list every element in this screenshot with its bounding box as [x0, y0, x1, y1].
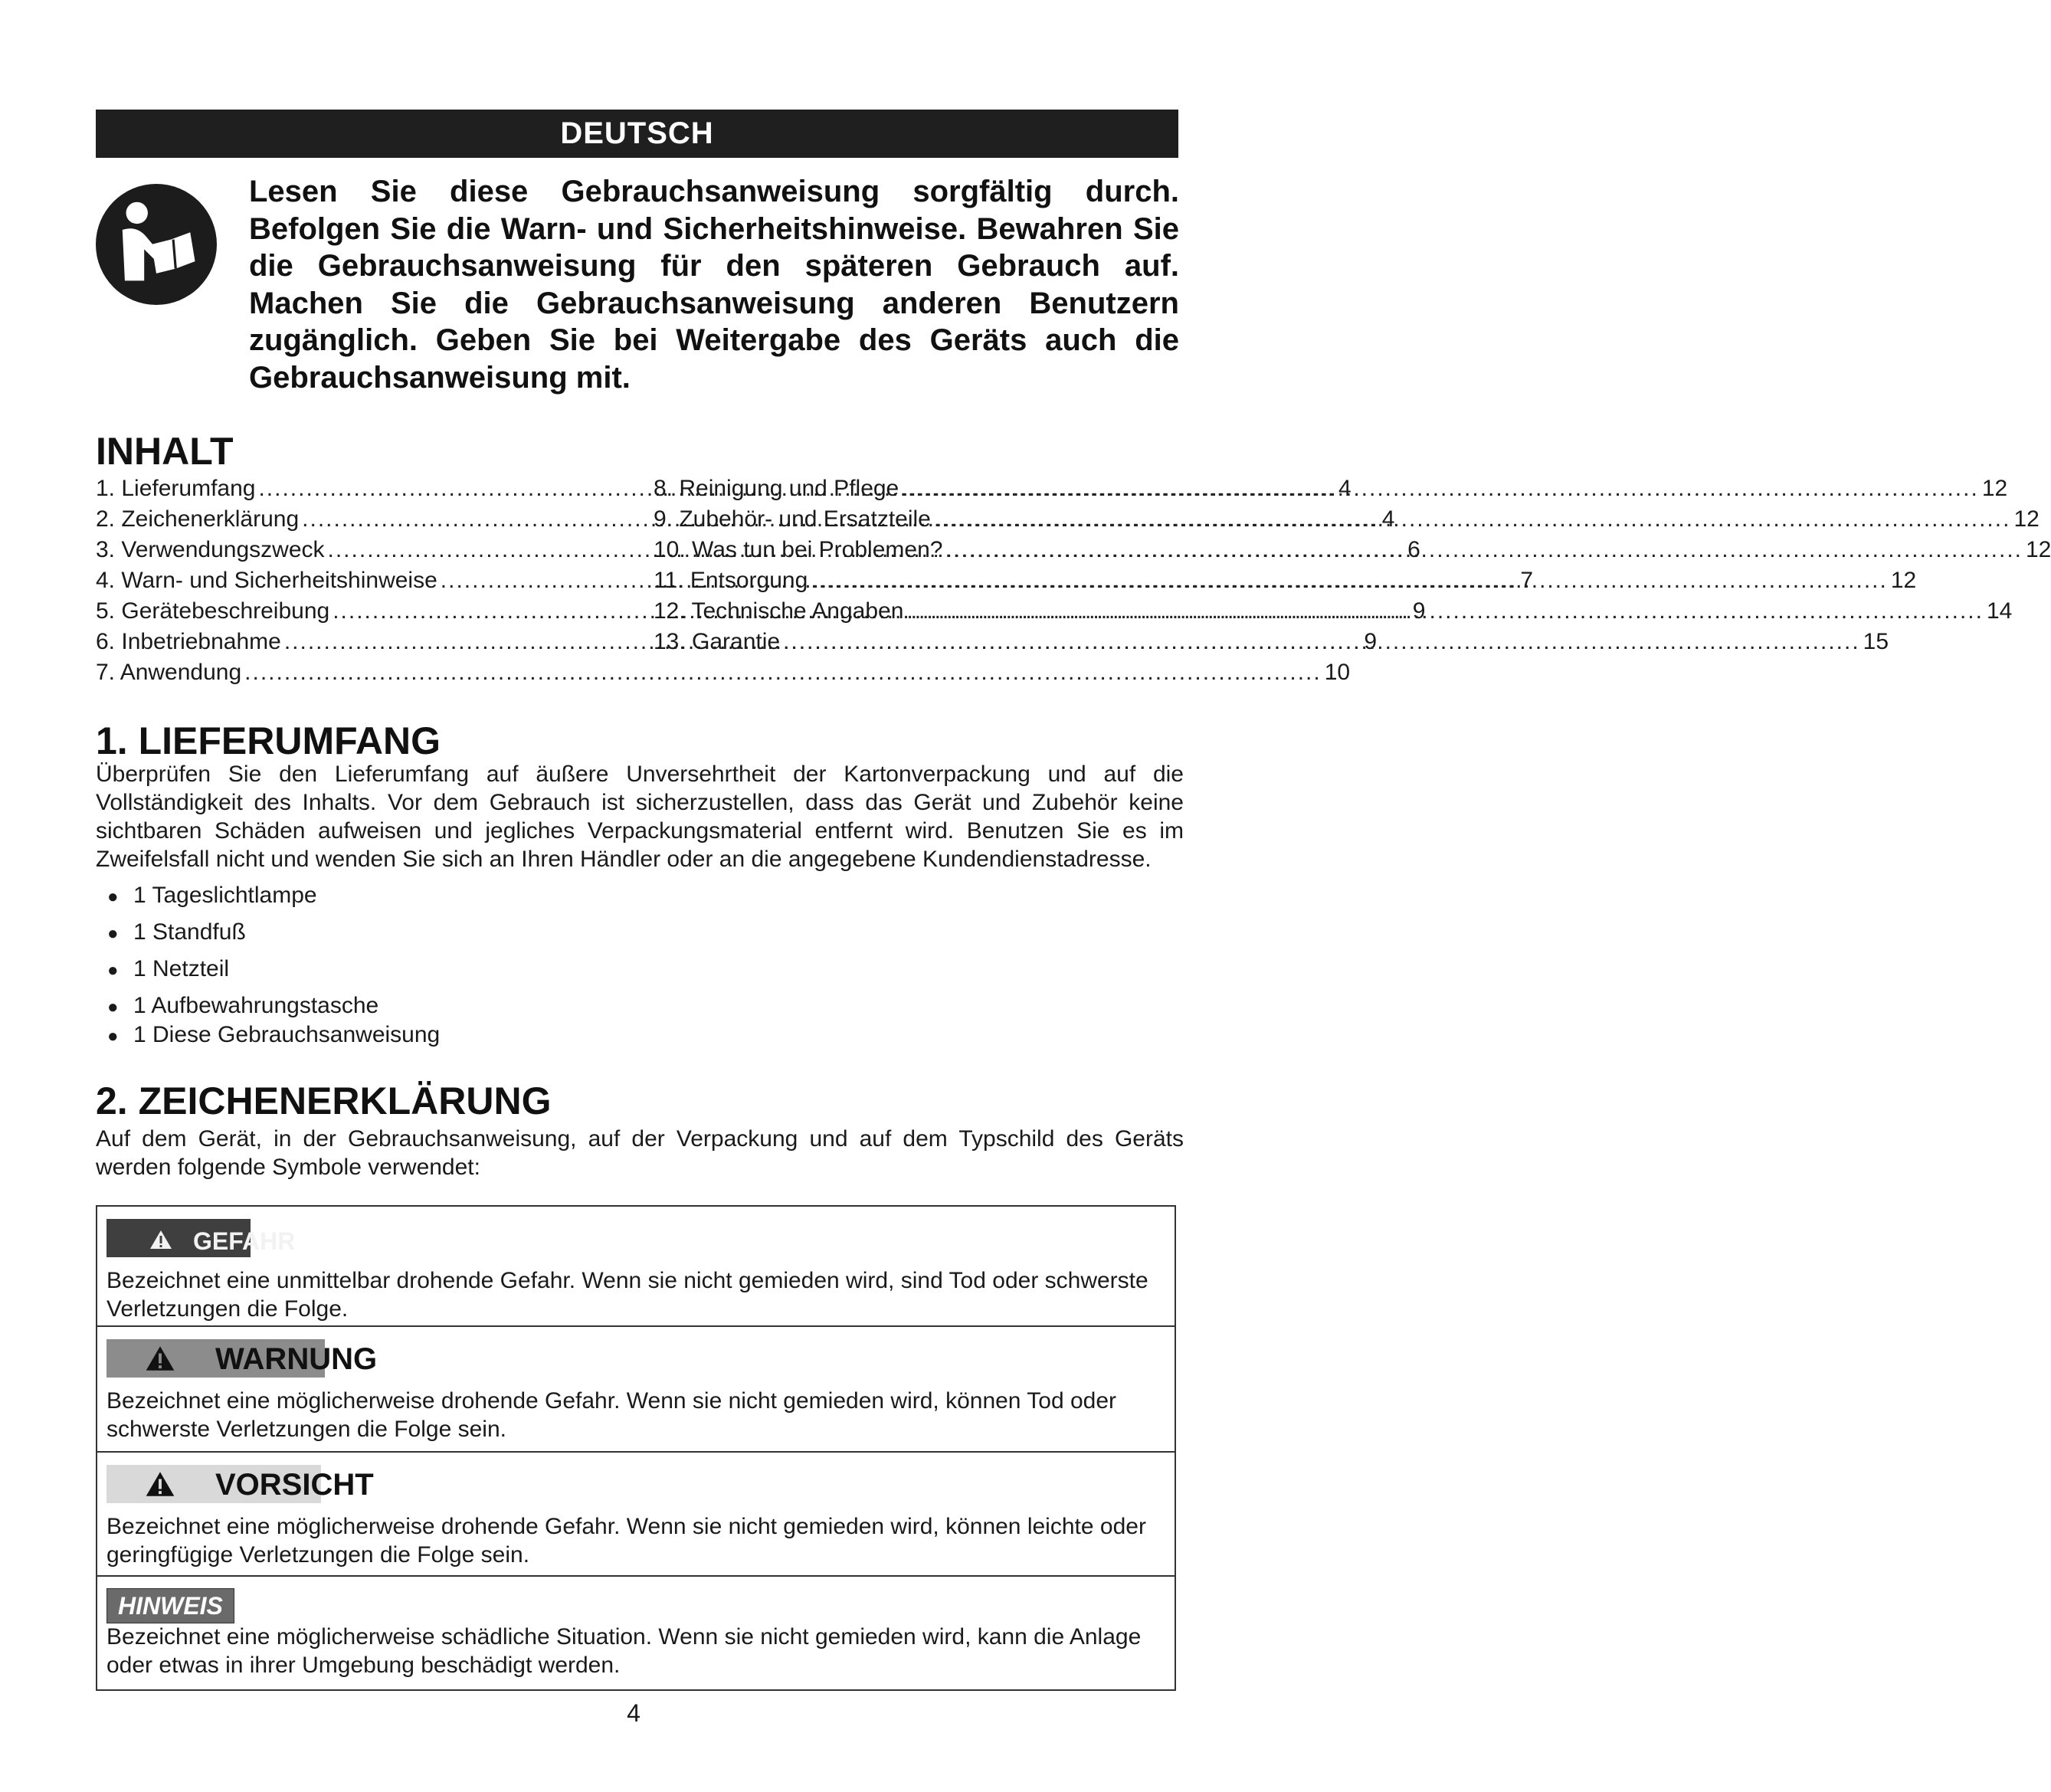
list-item: ● 1 Diese Gebrauchsanweisung — [107, 1022, 441, 1047]
notice-signal-label: HINWEIS — [106, 1588, 234, 1623]
symbol-row-vorsicht: VORSICHT Bezeichnet eine möglicherweise drohende Gefahr. Wenn sie nicht gemieden wird, können leichte oder geringfügige Verletzungen die Folge sein. — [97, 1451, 1175, 1575]
toc-item[interactable]: 3. Verwendungszweck ..... 6 — [96, 535, 609, 565]
page-number: 4 — [627, 1699, 641, 1727]
symbol-row-warnung: WARNUNG Bezeichnet eine möglicherweise drohende Gefahr. Wenn sie nicht gemieden wird, können Tod oder schwerste Verletzungen die Folge sein. — [97, 1325, 1175, 1451]
list-item: ● 1 Tageslichtlampe — [107, 883, 317, 908]
toc-item[interactable]: 8. Reinigung und Pflege ..... 12 — [654, 473, 1168, 504]
toc-item[interactable]: 1. Lieferumfang ..... 4 — [96, 473, 609, 504]
warning-triangle-icon — [149, 1230, 172, 1250]
warning-triangle-icon — [145, 1471, 175, 1497]
symbol-row-gefahr — [97, 1207, 1175, 1325]
list-item: ● 1 Aufbewahrungstasche — [107, 993, 379, 1018]
intro-text: Lesen Sie diese Gebrauchsanweisung sorgfältig durch. Befolgen Sie die Warn- und Sicherheitshinweise. Bewahren Sie die Gebrauchsanweisung für den späteren Gebrauch auf. Machen Sie die Gebrauchsanweisung anderen Benutzern zugänglich. Geben Sie bei Weitergabe des Geräts auch die Gebrauchsanweisung mit. — [249, 175, 1179, 395]
symbol-table — [96, 1205, 1176, 1691]
symbol-row-hinweis — [97, 1575, 1175, 1691]
toc-item[interactable]: 10. Was tun bei Problemen? ..... 12 — [654, 535, 1168, 565]
toc-item[interactable]: 13. Garantie ..... 15 — [654, 627, 1168, 657]
toc-item[interactable]: 6. Inbetriebnahme ..... 9 — [96, 627, 609, 657]
section-heading-lieferumfang: 1. LIEFERUMFANG — [96, 719, 441, 762]
lieferumfang-text: Überprüfen Sie den Lieferumfang auf äußere Unversehrtheit der Kartonverpackung und auf die Vollständigkeit des Inhalts. Vor dem Gebrauch ist sicherzustellen, dass das Gerät und Zubehör keine sichtbaren Schäden aufweisen und jegliches Verpackungsmaterial entfernt wird. Benutzen Sie es im Zweifelsfall nicht und wenden Sie sich an Ihren Händler oder an die angegebene Kundendienstadresse. — [96, 762, 1184, 872]
read-manual-icon — [96, 184, 217, 305]
toc-item[interactable]: 2. Zeichenerklärung ..... 4 — [96, 504, 609, 535]
section-heading-zeichenerklaerung: 2. ZEICHENERKLÄRUNG — [96, 1079, 552, 1122]
language-header: DEUTSCH — [96, 110, 1178, 158]
toc-item[interactable]: 7. Anwendung ..... 10 — [96, 657, 609, 688]
list-item: ● 1 Netzteil — [107, 956, 230, 981]
toc-item[interactable]: 12. Technische Angaben ..... 14 — [654, 596, 1168, 627]
toc-item[interactable]: 9. Zubehör- und Ersatzteile ..... 12 — [654, 504, 1168, 535]
toc-item[interactable]: 5. Gerätebeschreibung ..... 9 — [96, 596, 609, 627]
symbol-description: Bezeichnet eine möglicherweise drohende Gefahr. Wenn sie nicht gemieden wird, können leichte oder geringfügige Verletzungen die Folge sein. — [106, 1514, 1146, 1568]
toc-item[interactable]: 11. Entsorgung ..... 12 — [654, 565, 1168, 596]
symbol-description: Bezeichnet eine möglicherweise schädliche Situation. Wenn sie nicht gemieden wird, kann die Anlage oder etwas in ihrer Umgebung beschädigt werden. — [106, 1624, 1142, 1678]
danger-signal-label: GEFAHR — [106, 1219, 251, 1257]
toc-item[interactable]: 4. Warn- und Sicherheitshinweise ..... 7 — [96, 565, 609, 596]
symbol-description: Bezeichnet eine unmittelbar drohende Gefahr. Wenn sie nicht gemieden wird, sind Tod oder schwerste Verletzungen die Folge. — [106, 1268, 1148, 1322]
zeichenerklaerung-text: Auf dem Gerät, in der Gebrauchsanweisung, auf der Verpackung und auf dem Typschild des Geräts werden folgende Symbole verwendet: — [96, 1126, 1184, 1180]
warning-triangle-icon — [145, 1345, 175, 1371]
toc-heading: INHALT — [96, 430, 234, 473]
symbol-description: Bezeichnet eine möglicherweise drohende Gefahr. Wenn sie nicht gemieden wird, können Tod oder schwerste Verletzungen die Folge sein. — [106, 1388, 1117, 1442]
list-item: ● 1 Standfuß — [107, 919, 246, 945]
